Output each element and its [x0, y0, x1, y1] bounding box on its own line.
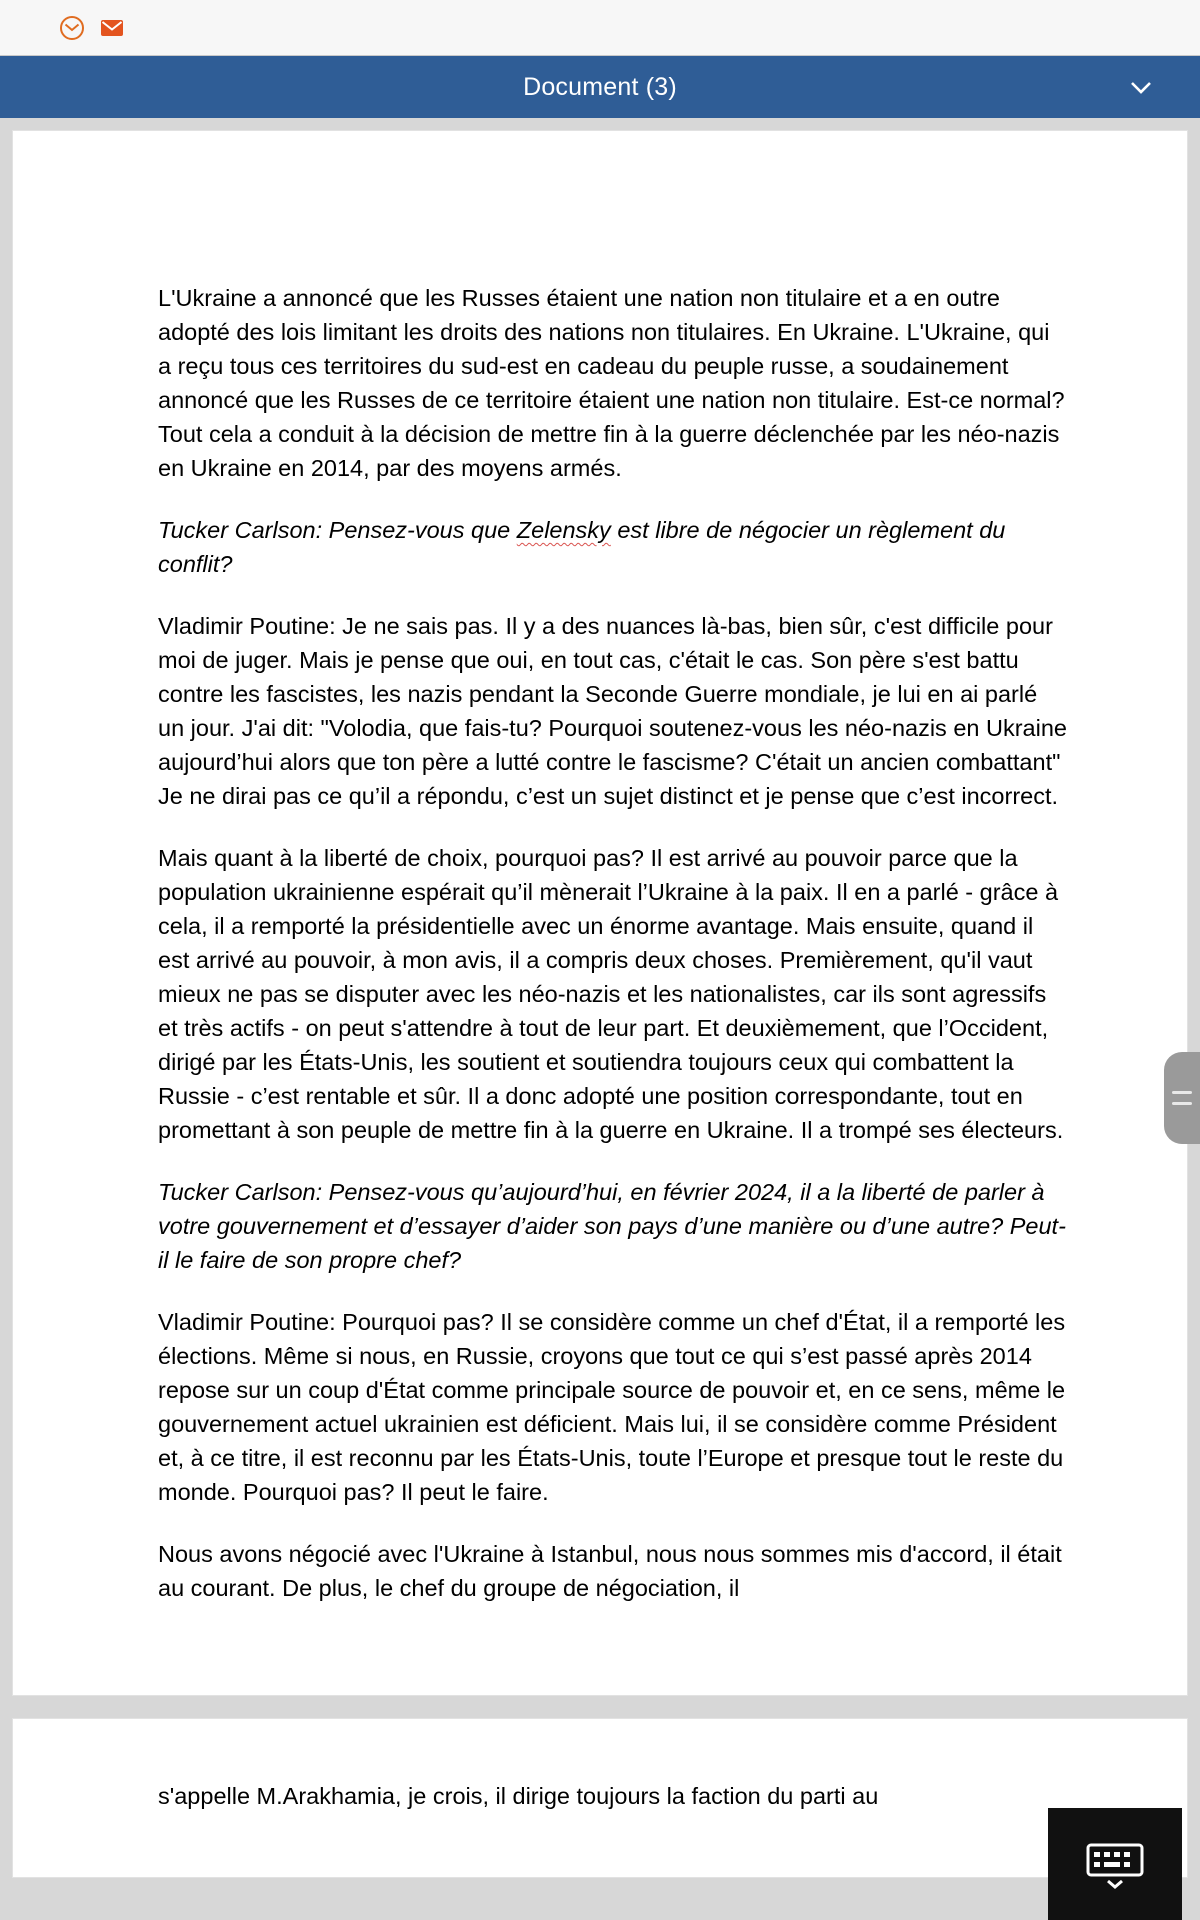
hide-keyboard-button[interactable]	[1048, 1808, 1182, 1920]
mail-open-icon[interactable]	[58, 14, 86, 42]
paragraph-text-suffix: est libre de négocier un règlement du conflit?	[158, 517, 1006, 577]
resize-handle[interactable]	[1164, 1052, 1200, 1144]
misspelled-word: Zelensky	[516, 517, 611, 543]
paragraph: Vladimir Poutine: Pourquoi pas? Il se considère comme un chef d'État, il a remporté les élections. Même si nous, en Russie, croyons que tout ce qui s’est passé après 2014 repose sur un coup d'État comme principale source de pouvoir et, en ce sens, même le gouvernement actuel ukrainien est déficient. Mais lui, il se considère comme Président et, à ce titre, il est reconnu par les États-Unis, toute l’Europe et presque tout le reste du monde. Pourquoi pas? Il peut le faire.	[158, 1309, 1066, 1505]
document-page-2	[12, 1718, 1188, 1878]
paragraph: L'Ukraine a annoncé que les Russes étaient une nation non titulaire et a en outre adopté des lois limitant les droits des nations non titulaires. En Ukraine. L'Ukraine, qui a reçu tous ces territoires du sud-est en cadeau du peuple russe, a soudainement annoncé que les Russes de ce territoire étaient une nation non titulaire. Est-ce normal? Tout cela a conduit à la décision de mettre fin à la guerre déclenchée par les néo-nazis en Ukraine en 2014, par des moyens armés.	[158, 285, 1065, 481]
document-title: Document (3)	[523, 72, 677, 101]
paragraph: Nous avons négocié avec l'Ukraine à Istanbul, nous nous sommes mis d'accord, il était au courant. De plus, le chef du groupe de négociation, il	[158, 1541, 1062, 1601]
mail-closed-icon[interactable]	[98, 14, 126, 42]
paragraph-text-prefix: Tucker Carlson: Pensez-vous que	[158, 517, 517, 543]
top-toolbar	[0, 0, 1200, 56]
paragraph-question: Tucker Carlson: Pensez-vous qu’aujourd’hui, en février 2024, il a la liberté de parler à votre gouvernement et d’essayer d’aider son pays d’une manière ou d’une autre? Peut-il le faire de son propre chef?	[158, 1179, 1066, 1273]
document-header-bar[interactable]	[0, 56, 1200, 118]
handle-line	[1172, 1091, 1192, 1094]
paragraph: s'appelle M.Arakhamia, je crois, il dirige toujours la faction du parti au	[158, 1783, 879, 1809]
document-page-1	[12, 130, 1188, 1696]
paragraph: Vladimir Poutine: Je ne sais pas. Il y a des nuances là-bas, bien sûr, c'est difficile pour moi de juger. Mais je pense que oui, en tout cas, c'était le cas. Son père s'est battu contre les fascistes, les nazis pendant la Seconde Guerre mondiale, je lui en ai parlé un jour. J'ai dit: "Volodia, que fais-tu? Pourquoi soutenez-vous les néo-nazis en Ukraine aujourd’hui alors que ton père a lutté contre le fascisme? C'était un ancien combattant" Je ne dirai pas ce qu’il a répondu, c’est un sujet distinct et je pense que c’est incorrect.	[158, 613, 1067, 809]
handle-line	[1172, 1102, 1192, 1105]
paragraph-question	[158, 513, 1067, 581]
keyboard-icon	[1082, 1837, 1148, 1891]
chevron-down-icon[interactable]	[1124, 70, 1158, 104]
paragraph: Mais quant à la liberté de choix, pourquoi pas? Il est arrivé au pouvoir parce que la population ukrainienne espérait qu’il mènerait l’Ukraine à la paix. Il en a parlé - grâce à cela, il a remporté la présidentielle avec un énorme avantage. Mais ensuite, quand il est arrivé au pouvoir, à mon avis, il a compris deux choses. Premièrement, qu'il vaut mieux ne pas se disputer avec les néo-nazis et les nationalistes, car ils sont agressifs et très actifs - on peut s'attendre à tout de leur part. Et deuxièmement, que l’Occident, dirigé par les États-Unis, les soutient et soutiendra toujours ceux qui combattent la Russie - c’est rentable et sûr. Il a donc adopté une position correspondante, tout en promettant à son peuple de mettre fin à la guerre en Ukraine. Il a trompé ses électeurs.	[158, 845, 1064, 1143]
document-scroll-area[interactable]	[0, 118, 1200, 1878]
